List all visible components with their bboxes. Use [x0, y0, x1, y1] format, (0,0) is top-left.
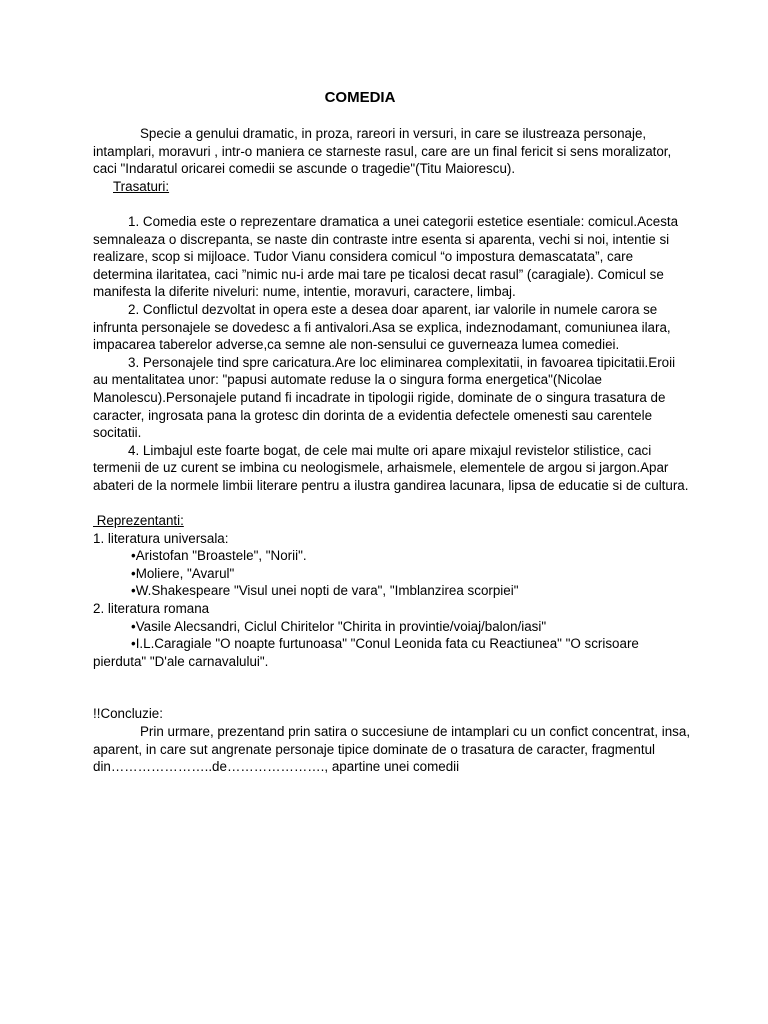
bullet-icon: •	[131, 636, 136, 652]
list-item: •W.Shakespeare "Visul unei nopti de vara", "Imblanzirea scorpiei"	[131, 583, 519, 599]
representatives-heading: Reprezentanti:	[93, 513, 184, 529]
feature-item-3: 3. Personajele tind spre caricatura.Are loc eliminarea complexitatii, in favoarea tipicitatii.Eroii au mentalitatea unor: "papusi automate reduse la o singura forma energetica"(Nicolae Manolescu).Personajele putand fi incadrate in tipologii rigide, dominate de o singura trasatura de caracter, ingrosata pana la grotesc din dorinta de a evidentia defectele omenesti sau carentele socitatii.	[93, 354, 676, 441]
list-item: •Aristofan "Broastele", "Norii".	[131, 548, 307, 564]
bullet-icon: •	[131, 548, 136, 564]
list-item: •Vasile Alecsandri, Ciclul Chiritelor "Chirita in provintie/voiaj/balon/iasi"	[131, 618, 547, 634]
feature-item-4: 4. Limbajul este foarte bogat, de cele mai multe ori apare mixajul revistelor stilistice, caci termenii de uz curent se imbina cu neologismele, arhaismele, elementele de argou si jargon.Apar abateri de la normele limbii literare pentru a ilustra gandirea lacunara, lipsa de educatie si de cultura.	[93, 442, 689, 493]
conclusion-heading: !!Concluzie:	[93, 706, 163, 722]
bullet-icon: •	[131, 583, 136, 599]
universal-literature-label: 1. literatura universala:	[93, 530, 229, 546]
features-heading: Trasaturi:	[113, 178, 170, 194]
bullet-icon: •	[131, 565, 136, 581]
list-item: •Moliere, "Avarul"	[131, 565, 235, 581]
bullet-icon: •	[131, 618, 136, 634]
feature-item-2: 2. Conflictul dezvoltat in opera este a desea doar aparent, iar valorile in numele carora se infrunta personajele se dovedesc a fi antivalori.Asa se explica, indeznodamant, comuniunea ilara, impacarea taberelor adverse,ca semne ale non-sensului ce guverneaza lumea comediei.	[93, 301, 671, 353]
romanian-literature-label: 2. literatura romana	[93, 601, 210, 617]
document-body	[93, 125, 693, 776]
list-item: •I.L.Caragiale "O noapte furtunoasa" "Conul Leonida fata cu Reactiunea" "O scrisoare pierduta" "D'ale carnavalului".	[93, 636, 639, 669]
page-title: COMEDIA	[324, 89, 396, 106]
feature-item-1: 1. Comedia este o reprezentare dramatica a unei categorii estetice esentiale: comicul.Acesta semnaleaza o discrepanta, se naste din contraste intre esenta si aparenta, vechi si noi, intentie si realizare, scop si mijloace. Tudor Vianu considera comicul “o impostura demascatata”, care determina ilaritatea, caci ”nimic nu-i arde mai tare pe ticalosi decat rasul” (caragiale). Comicul se manifesta la diferite niveluri: nume, intentie, moravuri, caractere, limbaj.	[93, 213, 679, 300]
conclusion-paragraph: Prin urmare, prezentand prin satira o succesiune de intamplari cu un confict concentrat, insa, aparent, in care sut angrenate personaje tipice dominate de o trasatura de caracter, fragmentul din…………………..de…………………., apartine unei comedii	[93, 724, 691, 775]
intro-paragraph: Specie a genului dramatic, in proza, rareori in versuri, in care se ilustreaza personaje, intamplari, moravuri , intr-o maniera ce starneste rasul, care are un final fericit si sens moralizator, caci "Indaratul oricarei comedii se ascunde o tragedie"(Titu Maiorescu).	[93, 126, 672, 177]
